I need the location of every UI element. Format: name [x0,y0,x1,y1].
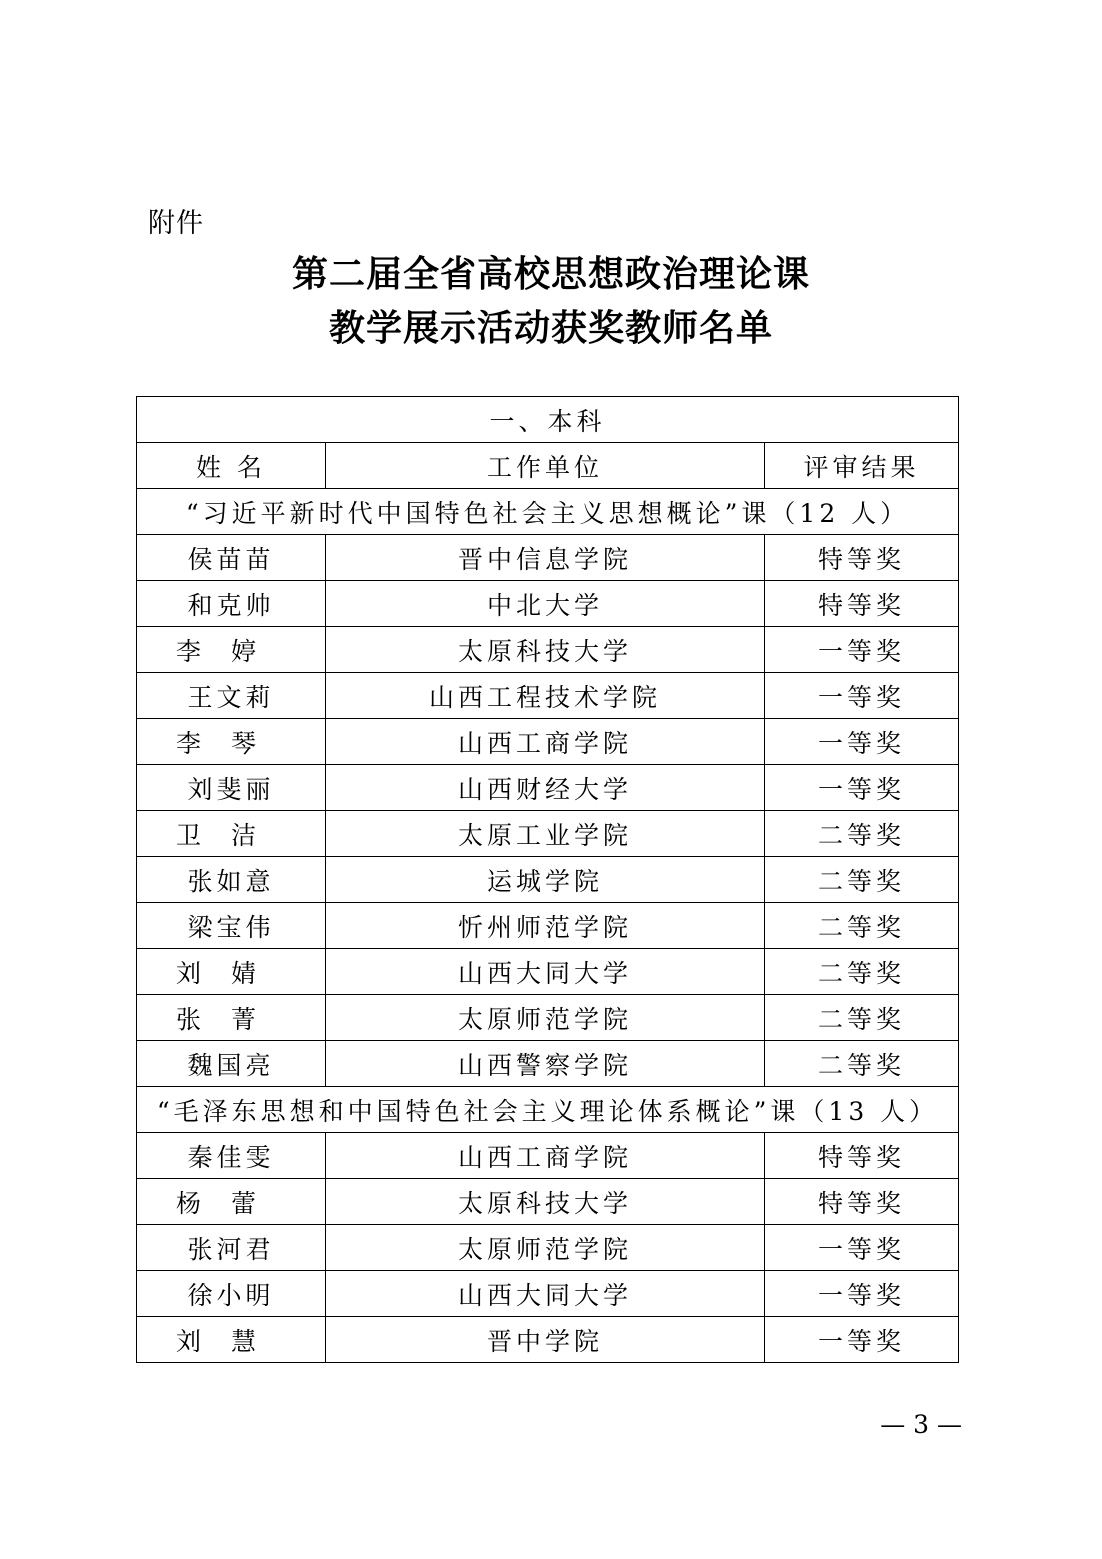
cell-result: 特等奖 [765,535,959,581]
cell-unit: 山西工商学院 [326,719,765,765]
cell-name: 和克帅 [137,581,326,627]
cell-unit: 运城学院 [326,857,765,903]
document-title-line-1: 第二届全省高校思想政治理论课 [291,254,810,295]
cell-result: 一等奖 [765,719,959,765]
cell-name: 王文莉 [137,673,326,719]
cell-unit: 忻州师范学院 [326,903,765,949]
cell-name: 侯苗苗 [137,535,326,581]
header-unit: 工作单位 [326,443,765,489]
cell-name: 刘慧 [137,1317,326,1363]
page-number [0,1410,1102,1439]
table-header-row [137,443,959,489]
cell-result: 二等奖 [765,857,959,903]
cell-result: 一等奖 [765,765,959,811]
cell-name: 刘斐丽 [137,765,326,811]
cell-name: 梁宝伟 [137,903,326,949]
cell-unit: 晋中信息学院 [326,535,765,581]
cell-name: 李琴 [137,719,326,765]
table-row [137,719,959,765]
cell-result: 特等奖 [765,1179,959,1225]
cell-name: 秦佳雯 [137,1133,326,1179]
cell-unit: 山西工商学院 [326,1133,765,1179]
cell-unit: 山西警察学院 [326,1041,765,1087]
table-row [137,1133,959,1179]
cell-unit: 山西大同大学 [326,1271,765,1317]
cell-name: 张河君 [137,1225,326,1271]
cell-name: 徐小明 [137,1271,326,1317]
cell-unit: 山西财经大学 [326,765,765,811]
cell-unit: 山西大同大学 [326,949,765,995]
attachment-label: 附件 [148,208,204,239]
table-row [137,857,959,903]
cell-name: 杨蕾 [137,1179,326,1225]
cell-unit: 中北大学 [326,581,765,627]
table-row [137,765,959,811]
section-title-row [137,397,959,443]
cell-result: 二等奖 [765,949,959,995]
table-row [137,811,959,857]
cell-name: 张如意 [137,857,326,903]
cell-unit: 太原工业学院 [326,811,765,857]
course-row [137,489,959,535]
table-row [137,627,959,673]
cell-result: 一等奖 [765,627,959,673]
table-row [137,995,959,1041]
table-row [137,581,959,627]
course-row [137,1087,959,1133]
cell-name: 刘婧 [137,949,326,995]
header-result: 评审结果 [765,443,959,489]
header-name: 姓 名 [137,443,326,489]
section-title: 一、本科 [137,397,959,443]
cell-name: 卫洁 [137,811,326,857]
cell-name: 张菁 [137,995,326,1041]
course-title: “毛泽东思想和中国特色社会主义理论体系概论”课（13 人） [137,1087,959,1133]
cell-name: 魏国亮 [137,1041,326,1087]
document-title-line-2: 教学展示活动获奖教师名单 [328,308,773,349]
cell-name: 李婷 [137,627,326,673]
cell-unit: 太原科技大学 [326,1179,765,1225]
cell-result: 特等奖 [765,1133,959,1179]
page-number-text: — 3 — [880,1410,962,1439]
table-row [137,1041,959,1087]
table-body [137,489,959,1363]
cell-result: 二等奖 [765,995,959,1041]
cell-unit: 山西工程技术学院 [326,673,765,719]
cell-result: 一等奖 [765,1271,959,1317]
cell-result: 一等奖 [765,673,959,719]
cell-unit: 太原师范学院 [326,1225,765,1271]
cell-result: 二等奖 [765,1041,959,1087]
cell-unit: 晋中学院 [326,1317,765,1363]
table-row [137,535,959,581]
table-row [137,1179,959,1225]
table-row [137,949,959,995]
table-row [137,1317,959,1363]
course-title: “习近平新时代中国特色社会主义思想概论”课（12 人） [137,489,959,535]
cell-result: 二等奖 [765,811,959,857]
cell-unit: 太原师范学院 [326,995,765,1041]
award-list-table [136,396,959,1363]
cell-unit: 太原科技大学 [326,627,765,673]
table-row [137,1225,959,1271]
cell-result: 一等奖 [765,1317,959,1363]
table-row [137,673,959,719]
table-row [137,903,959,949]
cell-result: 一等奖 [765,1225,959,1271]
table-row [137,1271,959,1317]
cell-result: 二等奖 [765,903,959,949]
cell-result: 特等奖 [765,581,959,627]
